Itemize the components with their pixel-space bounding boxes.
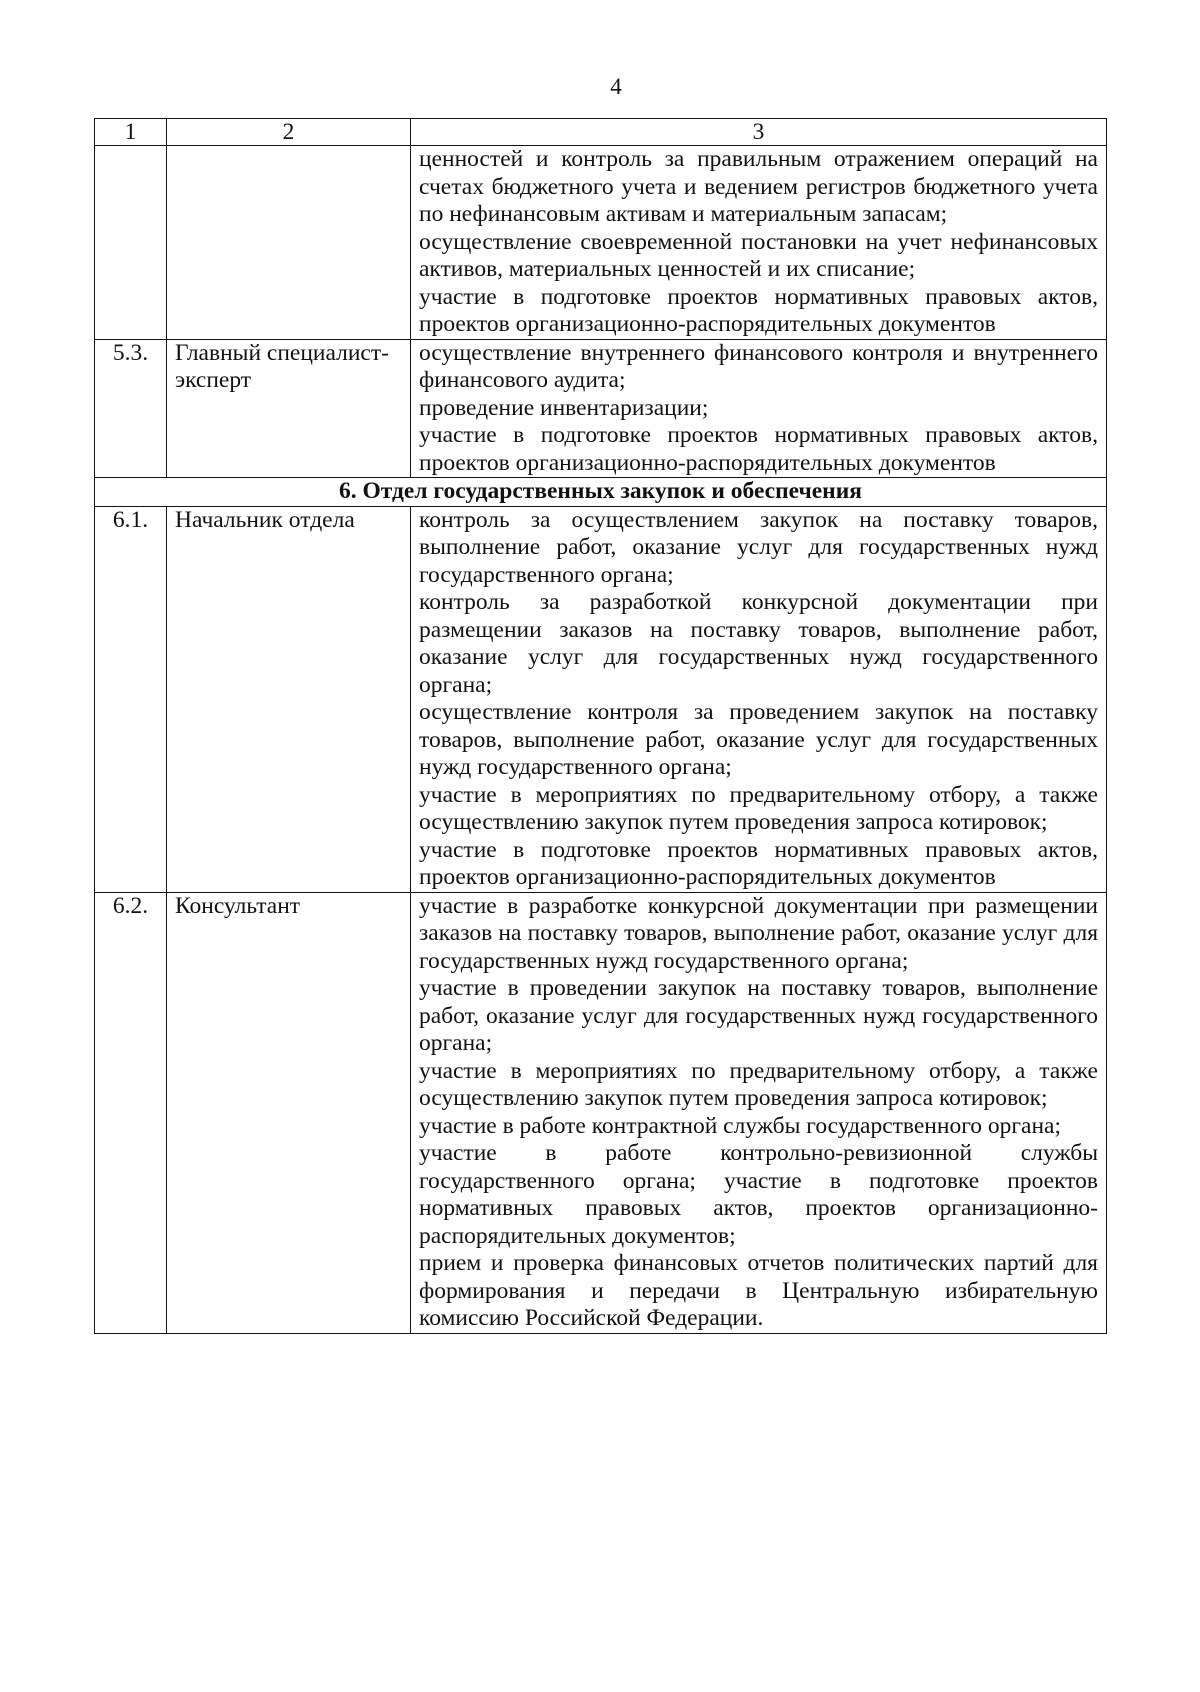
duty-item: контроль за осуществлением закупок на поставку товаров, выполнение работ, оказание услуг для государственных нужд государственного органа; <box>419 506 1098 588</box>
table-row-6-2 <box>95 892 1107 1333</box>
duty-item: участие в мероприятиях по предварительному отбору, а также осуществлению закупок путем проведения запроса котировок; <box>419 781 1098 835</box>
table-row-6-1 <box>95 506 1107 892</box>
duty-item: участие в разработке конкурсной документации при размещении заказов на поставку товаров, выполнение работ, оказание услуг для государственных нужд государственного органа; <box>419 892 1098 974</box>
table-row-5-3 <box>95 339 1107 478</box>
duty-item: участие в мероприятиях по предварительному отбору, а также осуществлению закупок путем проведения запроса котировок; <box>419 1057 1098 1111</box>
duty-item: контроль за разработкой конкурсной документации при размещении заказов на поставку товаров, выполнение работ, оказание услуг для государственных нужд государственного органа; <box>419 589 1098 698</box>
position-title <box>167 146 411 340</box>
position-title: Консультант <box>167 892 411 1333</box>
page-number: 4 <box>610 74 622 99</box>
duty-item: участие в работе контрактной службы государственного органа; <box>419 1112 1061 1139</box>
duty-item: осуществление своевременной постановки на учет нефинансовых активов, материальных ценностей и их списание; <box>419 228 1098 282</box>
section-heading: 6. Отдел государственных закупок и обеспечения <box>95 478 1107 507</box>
duty-item: участие в работе контрольно-ревизионной службы государственного органа; участие в подготовке проектов нормативных правовых актов, проектов организационно-распорядительных документов; <box>419 1140 1098 1249</box>
duty-item: ценностей и контроль за правильным отражением операций на счетах бюджетного учета и ведением регистров бюджетного учета по нефинансовым активам и материальным запасам; <box>419 146 1098 227</box>
position-title: Главный специалист-эксперт <box>167 339 411 478</box>
row-number: 6.1. <box>95 506 167 892</box>
positions-table <box>94 118 1107 1334</box>
duty-item: участие в подготовке проектов нормативных правовых актов, проектов организационно-распорядительных документов <box>419 422 1098 476</box>
row-number: 6.2. <box>95 892 167 1333</box>
header-col-3: 3 <box>411 119 1107 146</box>
duty-item: участие в проведении закупок на поставку товаров, выполнение работ, оказание услуг для государственных нужд государственного органа; <box>419 975 1098 1056</box>
duties-cell <box>411 339 1107 478</box>
duty-item: проведение инвентаризации; <box>419 394 709 421</box>
row-number <box>95 146 167 340</box>
table-row-continued <box>95 146 1107 340</box>
duty-item: участие в подготовке проектов нормативных правовых актов, проектов организационно-распорядительных документов <box>419 836 1098 890</box>
duty-item: прием и проверка финансовых отчетов политических партий для формирования и передачи в Центральную избирательную комиссию Российской Федерации. <box>419 1250 1098 1331</box>
section-heading-row <box>95 478 1107 507</box>
duties-cell <box>411 146 1107 340</box>
duty-item: осуществление внутреннего финансового контроля и внутреннего финансового аудита; <box>419 339 1098 393</box>
header-col-2: 2 <box>167 119 411 146</box>
table-header-row <box>95 119 1107 146</box>
duty-item: осуществление контроля за проведением закупок на поставку товаров, выполнение работ, оказание услуг для государственных нужд государственного органа; <box>419 699 1098 780</box>
position-title: Начальник отдела <box>167 506 411 892</box>
row-number: 5.3. <box>95 339 167 478</box>
duties-cell <box>411 892 1107 1333</box>
header-col-1: 1 <box>95 119 167 146</box>
duties-cell <box>411 506 1107 892</box>
duty-item: участие в подготовке проектов нормативных правовых актов, проектов организационно-распорядительных документов <box>419 283 1098 337</box>
